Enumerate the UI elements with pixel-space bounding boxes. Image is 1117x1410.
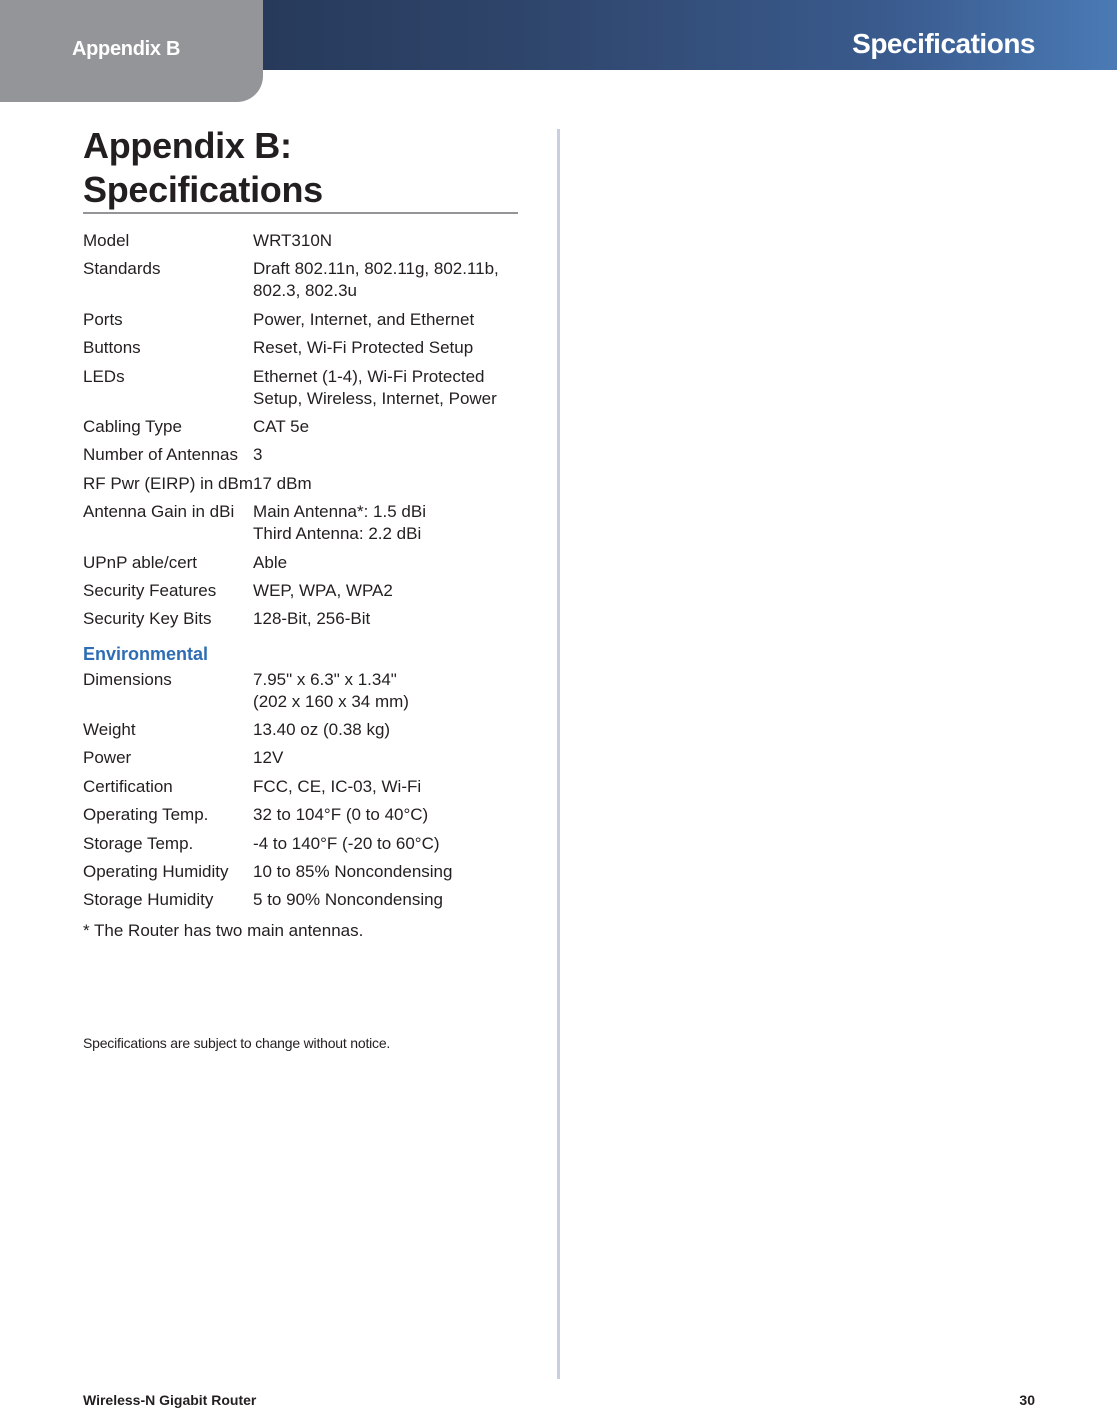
header-appendix-tab — [0, 0, 263, 102]
spec-label: Storage Temp. — [83, 833, 194, 853]
spec-label: Operating Humidity — [83, 862, 229, 882]
spec-value — [253, 473, 523, 501]
spec-value — [253, 552, 523, 580]
spec-row — [83, 719, 523, 747]
spec-row — [83, 833, 523, 861]
spec-label: Antenna Gain in dBi — [83, 502, 235, 522]
spec-value — [253, 416, 523, 444]
column-divider — [557, 129, 560, 1379]
spec-value — [253, 776, 523, 804]
spec-label: Buttons — [83, 338, 141, 358]
page-title — [83, 124, 323, 212]
header-tab-label: Appendix B — [72, 38, 181, 60]
header-section-title: Specifications — [852, 28, 1035, 59]
spec-row — [83, 776, 523, 804]
spec-value-line: Reset, Wi-Fi Protected Setup — [253, 338, 474, 358]
spec-value-line: 10 to 85% Noncondensing — [253, 862, 453, 882]
spec-value — [253, 747, 523, 775]
spec-label: Standards — [83, 259, 161, 279]
footer-product-name: Wireless-N Gigabit Router — [83, 1392, 257, 1408]
spec-label: Model — [83, 231, 130, 250]
spec-value-line: WRT310N — [253, 231, 333, 250]
spec-value-line: Ethernet (1-4), Wi-Fi Protected — [253, 366, 485, 386]
spec-label: LEDs — [83, 366, 125, 386]
spec-value — [253, 719, 523, 747]
spec-value-line: Setup, Wireless, Internet, Power — [253, 388, 497, 408]
spec-value-line: 17 dBm — [253, 473, 312, 493]
spec-row — [83, 309, 523, 337]
spec-value — [253, 309, 523, 337]
spec-value-line: Third Antenna: 2.2 dBi — [253, 524, 422, 544]
spec-row — [83, 861, 523, 889]
spec-row — [83, 580, 523, 608]
spec-value-line: 12V — [253, 748, 284, 768]
spec-value-line: 13.40 oz (0.38 kg) — [253, 720, 391, 740]
title-underline — [83, 212, 518, 214]
spec-value-line: CAT 5e — [253, 416, 310, 436]
spec-label: Cabling Type — [83, 416, 182, 436]
spec-label: RF Pwr (EIRP) in dBm — [83, 473, 254, 493]
spec-row — [83, 473, 523, 501]
spec-row — [83, 552, 523, 580]
spec-value-line: Power, Internet, and Ethernet — [253, 309, 475, 329]
spec-row — [83, 258, 523, 308]
spec-value — [253, 258, 523, 308]
spec-row — [83, 337, 523, 365]
page-title-line-1: Appendix B: — [83, 125, 292, 166]
spec-value-line: 128-Bit, 256-Bit — [253, 609, 371, 629]
spec-value — [253, 889, 523, 917]
spec-value-line: 5 to 90% Noncondensing — [253, 890, 444, 910]
spec-value — [253, 804, 523, 832]
spec-value — [253, 833, 523, 861]
spec-value-line: -4 to 140°F (-20 to 60°C) — [253, 833, 440, 853]
spec-value-line: Able — [253, 552, 288, 572]
spec-value — [253, 366, 523, 416]
page-title-line-2: Specifications — [83, 169, 323, 210]
spec-row — [83, 501, 523, 551]
footer-page-number: 30 — [1019, 1392, 1035, 1408]
spec-value — [253, 608, 523, 636]
spec-table — [83, 230, 523, 918]
spec-value-line: 3 — [253, 445, 263, 465]
spec-label: UPnP able/cert — [83, 552, 198, 572]
spec-value-line: Main Antenna*: 1.5 dBi — [253, 502, 426, 522]
spec-label: Certification — [83, 776, 173, 796]
spec-label: Storage Humidity — [83, 890, 214, 910]
footnote: * The Router has two main antennas. — [83, 921, 364, 940]
spec-value — [253, 669, 523, 719]
spec-value — [253, 444, 523, 472]
spec-value-line: (202 x 160 x 34 mm) — [253, 691, 409, 711]
spec-value-line: Draft 802.11n, 802.11g, 802.11b, — [253, 259, 499, 279]
spec-value-line: 32 to 104°F (0 to 40°C) — [253, 805, 429, 825]
spec-label: Operating Temp. — [83, 805, 209, 825]
spec-value-line: FCC, CE, IC-03, Wi-Fi — [253, 776, 422, 796]
environmental-heading: Environmental — [83, 643, 209, 664]
spec-label: Security Key Bits — [83, 609, 212, 629]
section-heading-row — [83, 637, 523, 669]
spec-value — [253, 337, 523, 365]
spec-value-line: 7.95" x 6.3" x 1.34" — [253, 669, 397, 689]
spec-row — [83, 747, 523, 775]
change-notice: Specifications are subject to change without notice. — [83, 1035, 391, 1051]
spec-row — [83, 804, 523, 832]
spec-row — [83, 669, 523, 719]
spec-label: Ports — [83, 309, 123, 329]
spec-table-body — [83, 230, 523, 918]
spec-row — [83, 444, 523, 472]
spec-label: Dimensions — [83, 669, 172, 689]
spec-row — [83, 230, 523, 258]
spec-row — [83, 889, 523, 917]
spec-value — [253, 580, 523, 608]
spec-label: Power — [83, 748, 132, 768]
spec-row — [83, 608, 523, 636]
spec-value — [253, 230, 523, 258]
spec-label: Security Features — [83, 580, 217, 600]
spec-value — [253, 501, 523, 551]
spec-label: Weight — [83, 720, 136, 740]
spec-label: Number of Antennas — [83, 445, 238, 465]
spec-row — [83, 366, 523, 416]
spec-value-line: WEP, WPA, WPA2 — [253, 580, 393, 600]
spec-row — [83, 416, 523, 444]
spec-value-line: 802.3, 802.3u — [253, 281, 358, 301]
spec-value — [253, 861, 523, 889]
